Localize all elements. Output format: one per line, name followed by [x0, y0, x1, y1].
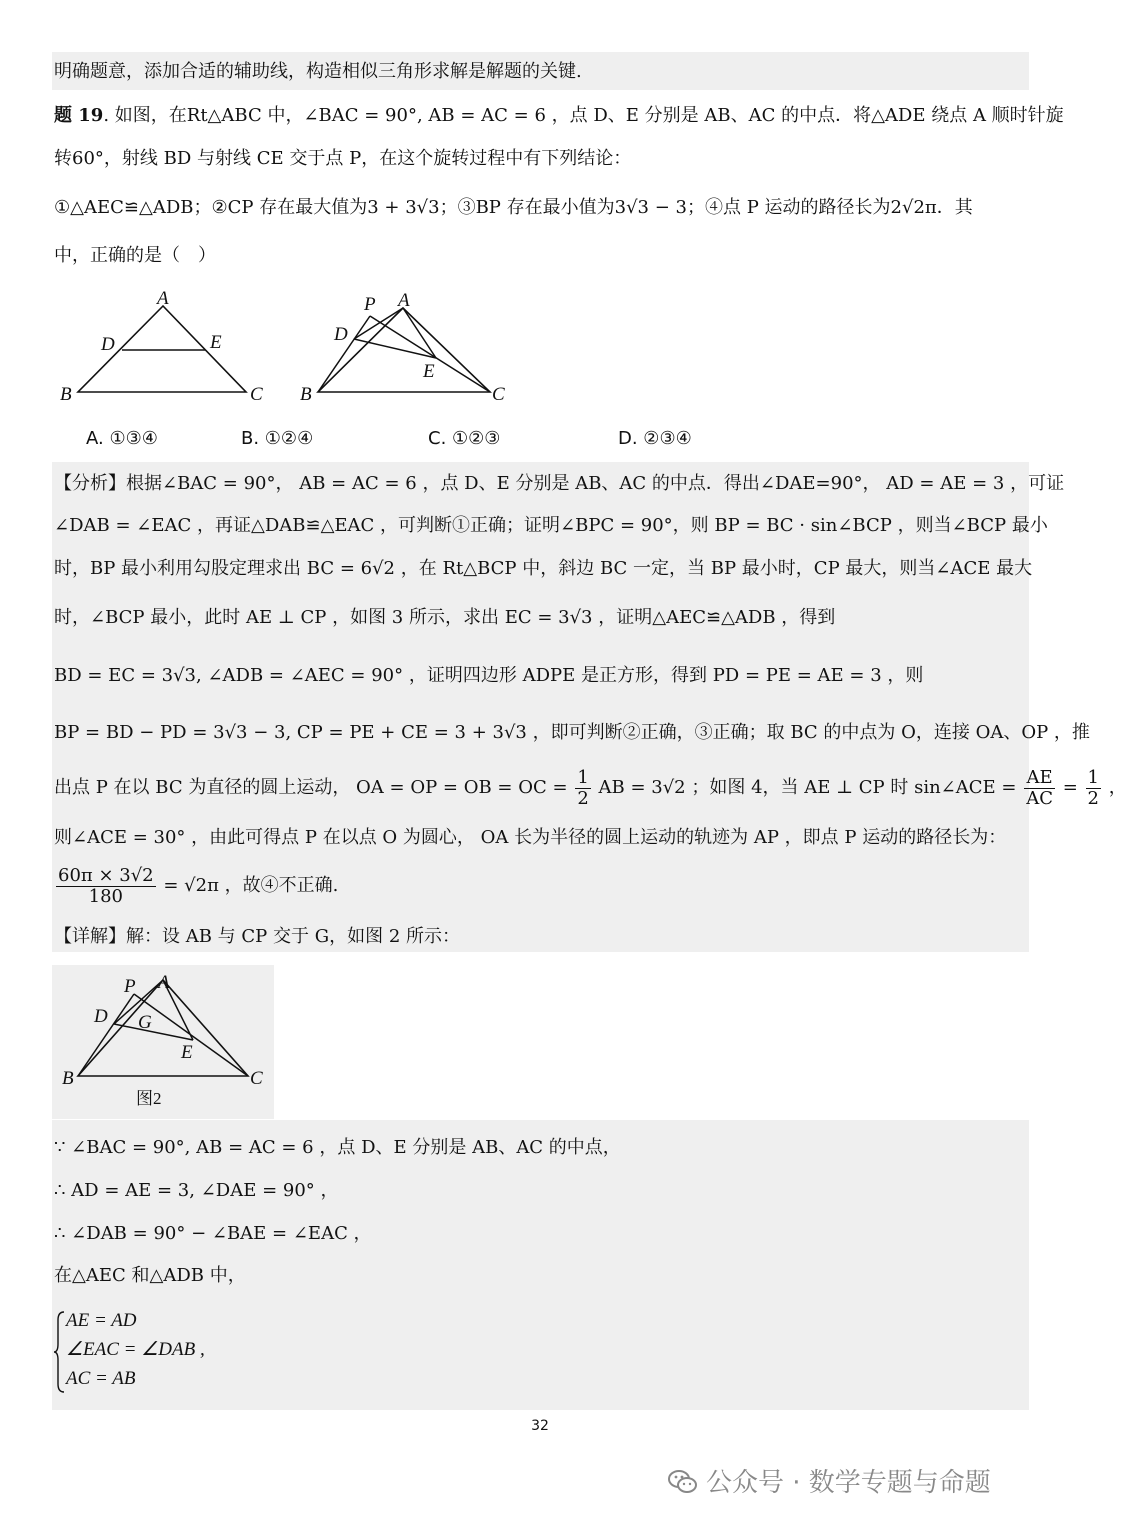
label-e: E: [181, 1042, 193, 1063]
segment-ae: [403, 308, 436, 358]
option-d[interactable]: D. ②③④: [618, 428, 692, 449]
analysis-line-4: 时，∠BCP 最小，此时 AE ⊥ CP ，如图 3 所示，求出 EC = 3√3 ，证明△AEC≌△ADB ，得到: [54, 607, 836, 628]
system-row-2: ∠EAC = ∠DAB ,: [66, 1339, 205, 1360]
label-b: B: [60, 384, 72, 405]
figure-caption: 图2: [136, 1089, 162, 1108]
analysis-line-9b: = √2π ，故④不正确.: [163, 875, 339, 896]
fraction-denominator: 2: [1087, 787, 1099, 809]
label-e: E: [423, 361, 435, 382]
analysis-line-8: 则∠ACE = 30° ，由此可得点 P 在以点 O 为圆心， OA 长为半径的圆上运动的轨迹为 AP ，即点 P 运动的路径长为：: [54, 827, 1007, 848]
fraction-numerator: 60π × 3√2: [58, 864, 154, 886]
label-a: A: [158, 972, 170, 993]
intro-line: 明确题意，添加合适的辅助线，构造相似三角形求解是解题的关键.: [54, 61, 582, 82]
question-line-2: 转60°，射线 BD 与射线 CE 交于点 P，在这个旋转过程中有下列结论：: [54, 148, 632, 169]
option-c[interactable]: C. ①②③: [428, 428, 501, 449]
label-g: G: [138, 1012, 152, 1033]
fraction-numerator: 1: [1087, 766, 1099, 788]
fraction-denominator: 2: [577, 787, 589, 809]
option-b[interactable]: B. ①②④: [241, 428, 314, 449]
question-line-1: [54, 104, 1064, 128]
detail-step-1: ∵ ∠BAC = 90°, AB = AC = 6 ，点 D、E 分别是 AB、AC 的中点，: [54, 1137, 621, 1158]
label-b: B: [62, 1068, 74, 1089]
fraction-ae-ac: [1024, 768, 1055, 809]
label-c: C: [492, 384, 505, 405]
fraction-numerator: AE: [1024, 768, 1055, 789]
question-line-4: 中，正确的是（ ）: [54, 245, 216, 266]
label-b: B: [300, 384, 312, 405]
question-text-1: . 如图，在Rt△ABC 中，∠BAC = 90°, AB = AC = 6 ，点 D、E 分别是 AB、AC 的中点．将△ADE 绕点 A 顺时针旋: [103, 105, 1064, 126]
analysis-line-1: 【分析】根据∠BAC = 90°， AB = AC = 6 ，点 D、E 分别是 AB、AC 的中点．得出∠DAE=90°， AD = AE = 3 ，可证: [54, 473, 1065, 494]
analysis-line-7a: 出点 P 在以 BC 为直径的圆上运动， OA = OP = OB = OC =: [54, 777, 568, 798]
analysis-line-7: [54, 766, 1127, 810]
label-d: D: [101, 334, 115, 355]
figure-rotated: [296, 286, 516, 408]
label-p: P: [124, 976, 136, 997]
segment-de: [354, 339, 436, 358]
label-d: D: [94, 1006, 108, 1027]
label-p: P: [364, 294, 376, 315]
system-row-1: AE = AD: [66, 1310, 137, 1331]
detail-step-3: ∴ ∠DAB = 90° − ∠BAE = ∠EAC ，: [54, 1223, 372, 1244]
option-a[interactable]: A. ①③④: [86, 428, 158, 449]
label-e: E: [210, 332, 222, 353]
watermark: [668, 1462, 991, 1499]
system-brace: [54, 1310, 66, 1394]
label-a: A: [398, 290, 410, 311]
question-label: 题 19: [54, 105, 104, 126]
analysis-line-7b: AB = 3√2 ；如图 4，当 AE ⊥ CP 时 sin∠ACE =: [598, 777, 1017, 798]
fraction-one-half-2: [1086, 768, 1101, 809]
question-line-3: ①△AEC≌△ADB；②CP 存在最大值为3 + 3√3；③BP 存在最小值为3√3 − 3；④点 P 运动的路径长为2√2π．其: [54, 197, 973, 218]
analysis-line-7c: =: [1062, 777, 1078, 798]
figure-2: [56, 970, 272, 1116]
page-number: 32: [531, 1418, 549, 1434]
label-c: C: [250, 384, 263, 405]
fraction-numerator: 1: [577, 766, 589, 788]
segment-ad: [354, 308, 403, 339]
label-d: D: [334, 324, 348, 345]
label-c: C: [250, 1068, 263, 1089]
watermark-text: 公众号 · 数学专题与命题: [706, 1468, 991, 1498]
triangle-abc: [78, 980, 248, 1076]
fraction-one-half: [575, 768, 590, 809]
segment-de: [114, 1024, 193, 1040]
fraction-denominator: 180: [88, 885, 123, 907]
system-row-3: AC = AB: [66, 1368, 136, 1389]
analysis-line-2: ∠DAB = ∠EAC ，再证△DAB≌△EAC ，可判断①正确；证明∠BPC = 90°，则 BP = BC · sin∠BCP ，则当∠BCP 最小: [54, 515, 1048, 536]
label-a: A: [157, 288, 169, 309]
analysis-line-9: [54, 862, 338, 910]
fraction-arc-length: [56, 866, 156, 907]
analysis-line-6: BP = BD − PD = 3√3 − 3, CP = PE + CE = 3 + 3√3 ，即可判断②正确，③正确；取 BC 的中点为 O，连接 OA、OP ，推: [54, 722, 1090, 743]
analysis-line-3: 时，BP 最小利用勾股定理求出 BC = 6√2 ，在 Rt△BCP 中，斜边 BC 一定，当 BP 最小时，CP 最大，则当∠ACE 最大: [54, 558, 1033, 579]
fraction-denominator: AC: [1026, 787, 1053, 809]
detail-heading: 【详解】解：设 AB 与 CP 交于 G，如图 2 所示：: [54, 926, 460, 947]
equation-system: [66, 1306, 205, 1393]
figure-triangle-abc: [56, 286, 276, 408]
analysis-line-7d: ，: [1108, 777, 1127, 798]
detail-step-2: ∴ AD = AE = 3, ∠DAE = 90° ，: [54, 1180, 339, 1201]
wechat-icon: [668, 1469, 698, 1495]
detail-step-4: 在△AEC 和△ADB 中，: [54, 1265, 246, 1286]
analysis-line-5: BD = EC = 3√3, ∠ADB = ∠AEC = 90° ，证明四边形 ADPE 是正方形，得到 PD = PE = AE = 3 ，则: [54, 665, 924, 686]
